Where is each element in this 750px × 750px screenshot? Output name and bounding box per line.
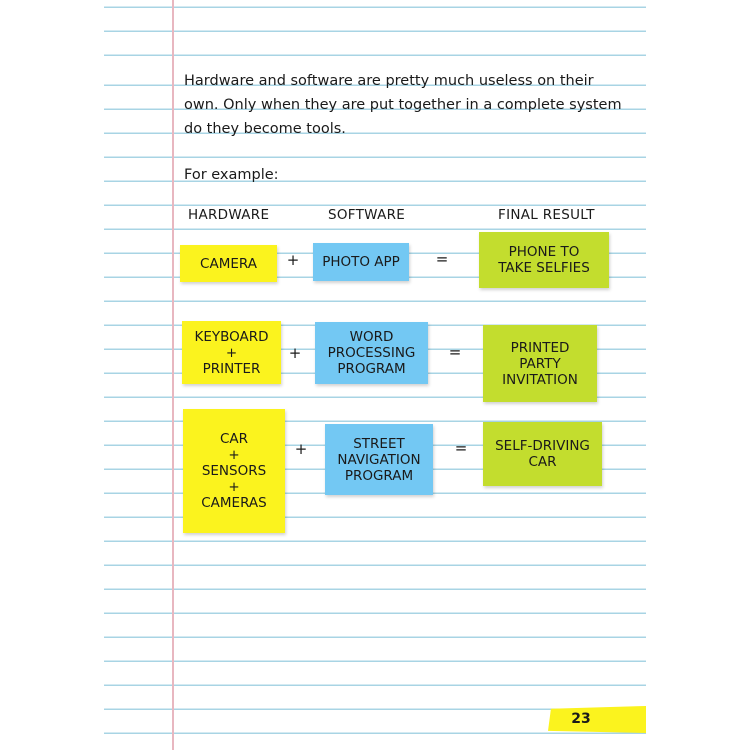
result-note: PRINTED PARTY INVITATION [483, 325, 597, 402]
left-gutter [0, 0, 104, 750]
page-number: 23 [571, 711, 591, 727]
equals-sign: = [454, 439, 468, 457]
software-note: PHOTO APP [313, 243, 409, 281]
result-note: SELF-DRIVING CAR [483, 422, 602, 486]
page-number-highlight [548, 706, 646, 733]
intro-paragraph: Hardware and software are pretty much useless on their own. Only when they are put together in a complete system do they become tools. [184, 73, 622, 137]
software-column-header: SOFTWARE [328, 207, 406, 223]
right-gutter [646, 0, 750, 750]
result-note: PHONE TO TAKE SELFIES [479, 232, 609, 288]
for-example-label: For example: [184, 167, 279, 183]
plus-sign: + [288, 344, 302, 362]
hardware-note: CAR + SENSORS + CAMERAS [183, 409, 285, 533]
hardware-note: KEYBOARD + PRINTER [182, 321, 281, 384]
software-note: STREET NAVIGATION PROGRAM [325, 424, 433, 495]
hardware-note: CAMERA [180, 245, 277, 282]
equals-sign: = [448, 343, 462, 361]
hardware-column-header: HARDWARE [188, 207, 270, 223]
software-note: WORD PROCESSING PROGRAM [315, 322, 428, 384]
result-column-header: FINAL RESULT [498, 207, 595, 223]
equals-sign: = [435, 250, 449, 268]
plus-sign: + [294, 440, 308, 458]
plus-sign: + [286, 251, 300, 269]
margin-line [172, 0, 174, 750]
